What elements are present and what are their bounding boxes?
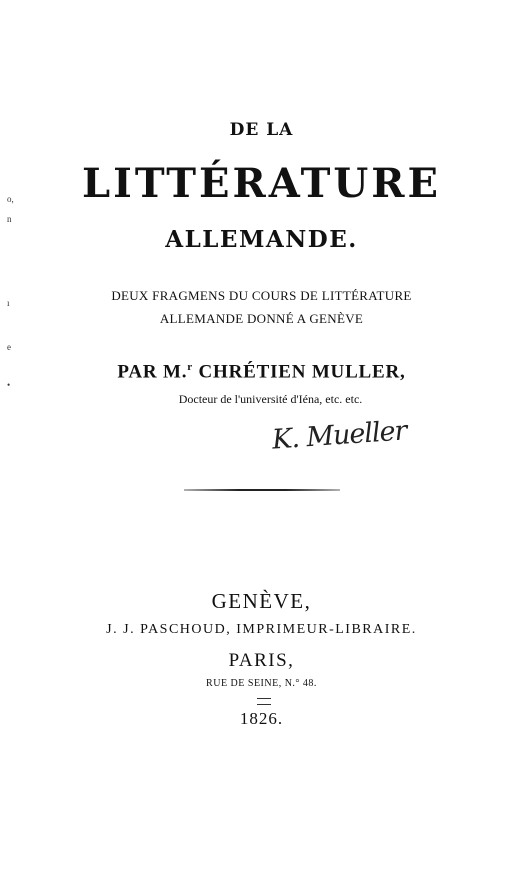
printer-name: J. J. PASCHOUD, IMPRIMEUR-LIBRAIRE. (106, 622, 417, 637)
margin-mark: o, (7, 194, 14, 204)
main-title: LITTÉRATURE (82, 160, 441, 207)
publisher-city-1: GENÈVE, (211, 589, 312, 613)
affiliation: Docteur de l'université d'Iéna, etc. etc. (178, 392, 363, 406)
description-line-2: ALLEMANDE DONNÉ A GENÈVE (159, 311, 364, 326)
pre-title: DE LA (229, 120, 294, 140)
author-sup: r (187, 361, 193, 373)
handwritten-signature: K. Mueller (271, 415, 408, 456)
margin-mark: • (7, 380, 11, 390)
margin-mark: e (7, 342, 11, 352)
margin-mark: n (7, 214, 12, 224)
description-line-1: DEUX FRAGMENS DU COURS DE LITTÉRATURE (111, 288, 412, 303)
publisher-address: RUE DE SEINE, N.° 48. (206, 678, 317, 689)
sub-title: ALLEMANDE. (165, 226, 358, 253)
author-name: CHRÉTIEN MULLER, (192, 361, 406, 383)
publisher-city-2: PARIS, (228, 650, 295, 671)
margin-mark: ı (7, 298, 10, 308)
publication-year: 1826. (239, 709, 284, 728)
author-prefix: PAR M. (117, 361, 188, 383)
author-line (0, 361, 523, 383)
double-rule (257, 698, 271, 705)
ornamental-rule (184, 489, 340, 491)
